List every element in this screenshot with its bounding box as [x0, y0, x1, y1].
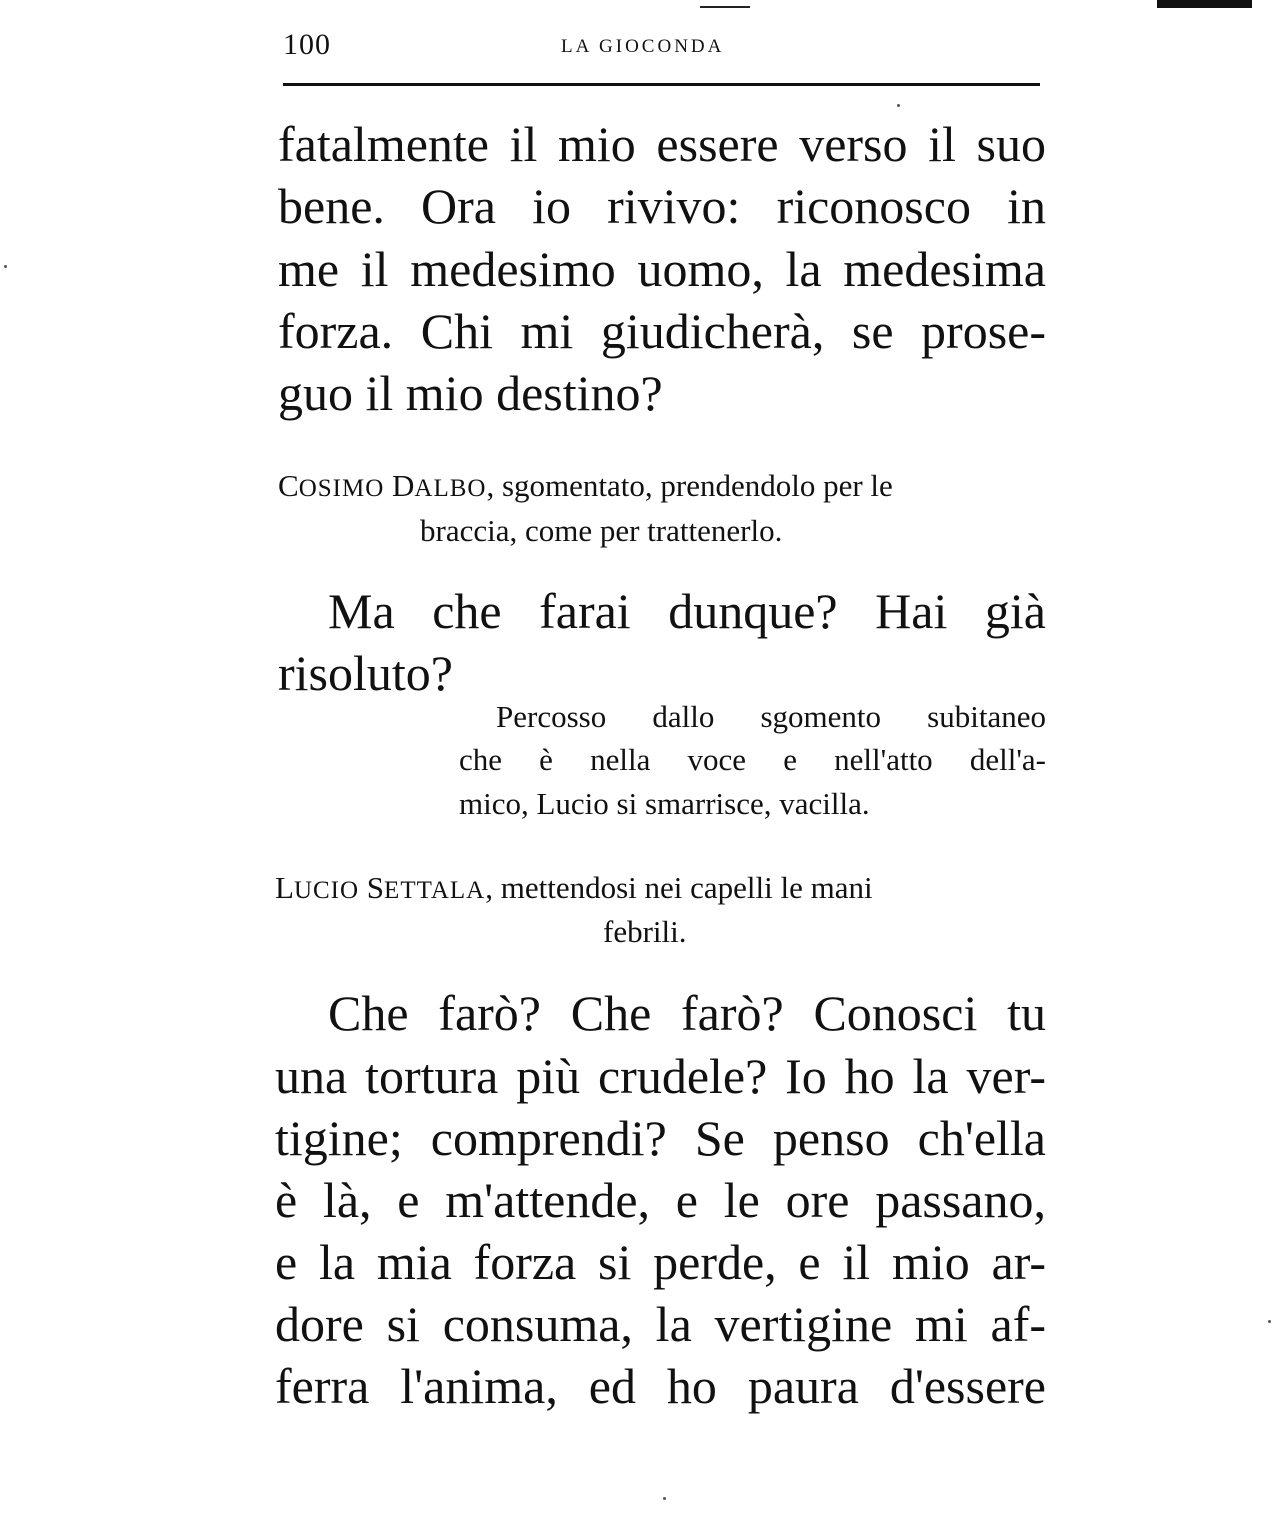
scan-mark-corner: [1157, 0, 1252, 8]
header-rule: [283, 83, 1040, 86]
text-line: dore si consuma, la vertigine mi af-: [275, 1296, 1046, 1352]
speaker-smallcaps: ETTALA: [384, 877, 486, 904]
text-line: e la mia forza si perde, e il mio ar-: [275, 1234, 1046, 1290]
speaker-line: [275, 872, 1046, 903]
scan-speck: [663, 1497, 666, 1500]
scan-speck: [1268, 1320, 1271, 1323]
scan-speck: [4, 265, 7, 268]
text-line: Ma che farai dunque? Hai già: [328, 583, 1046, 639]
scan-speck: [897, 104, 900, 107]
speaker-smallcaps: OSIMO: [298, 475, 385, 502]
stage-direction: Percosso dallo sgomento subitaneo: [496, 699, 1046, 734]
stage-direction: braccia, come per trattenerlo.: [420, 513, 783, 548]
text-line: me il medesimo uomo, la medesima: [278, 241, 1046, 297]
page-number: 100: [283, 28, 331, 61]
text-line: è là, e m'attende, e le ore passano,: [275, 1172, 1046, 1228]
speaker-smallcaps: ALBO: [414, 475, 487, 502]
text-line: una tortura più crudele? Io ho la ver-: [275, 1048, 1046, 1104]
stage-direction: , mettendosi nei capelli le mani: [485, 870, 873, 905]
text-line: forza. Chi mi giudicherà, se prose-: [278, 303, 1046, 359]
text-line-content: fatalmente il mio essere verso il suo: [278, 116, 1046, 172]
text-line: bene. Ora io rivivo: riconosco in: [278, 178, 1046, 234]
speaker-smallcaps: UCIO: [293, 877, 360, 904]
text-line: tigine; comprendi? Se penso ch'ella: [275, 1110, 1046, 1166]
text-line: [278, 116, 1046, 172]
text-line: guo il mio destino?: [278, 365, 663, 421]
text-line: Che farò? Che farò? Conosci tu: [328, 985, 1046, 1041]
scan-mark-top: [700, 6, 750, 8]
page-header: [283, 28, 1048, 68]
speaker-name: [275, 870, 485, 905]
text-line: ferra l'anima, ed ho paura d'essere: [275, 1358, 1046, 1414]
speaker-line: [278, 470, 1046, 501]
stage-direction: mico, Lucio si smarrisce, vacilla.: [459, 786, 870, 821]
text-line: risoluto?: [278, 645, 453, 701]
speaker-initial: D: [392, 468, 415, 503]
running-title: LA GIOCONDA: [561, 36, 725, 57]
speaker-name: [278, 468, 486, 503]
speaker-initial: S: [366, 870, 385, 905]
stage-direction: febrili.: [603, 914, 687, 949]
speaker-initial: C: [278, 468, 299, 503]
stage-direction: che è nella voce e nell'atto dell'a-: [459, 742, 1046, 777]
speaker-initial: L: [275, 870, 294, 905]
stage-direction: , sgomentato, prendendolo per le: [486, 468, 893, 503]
